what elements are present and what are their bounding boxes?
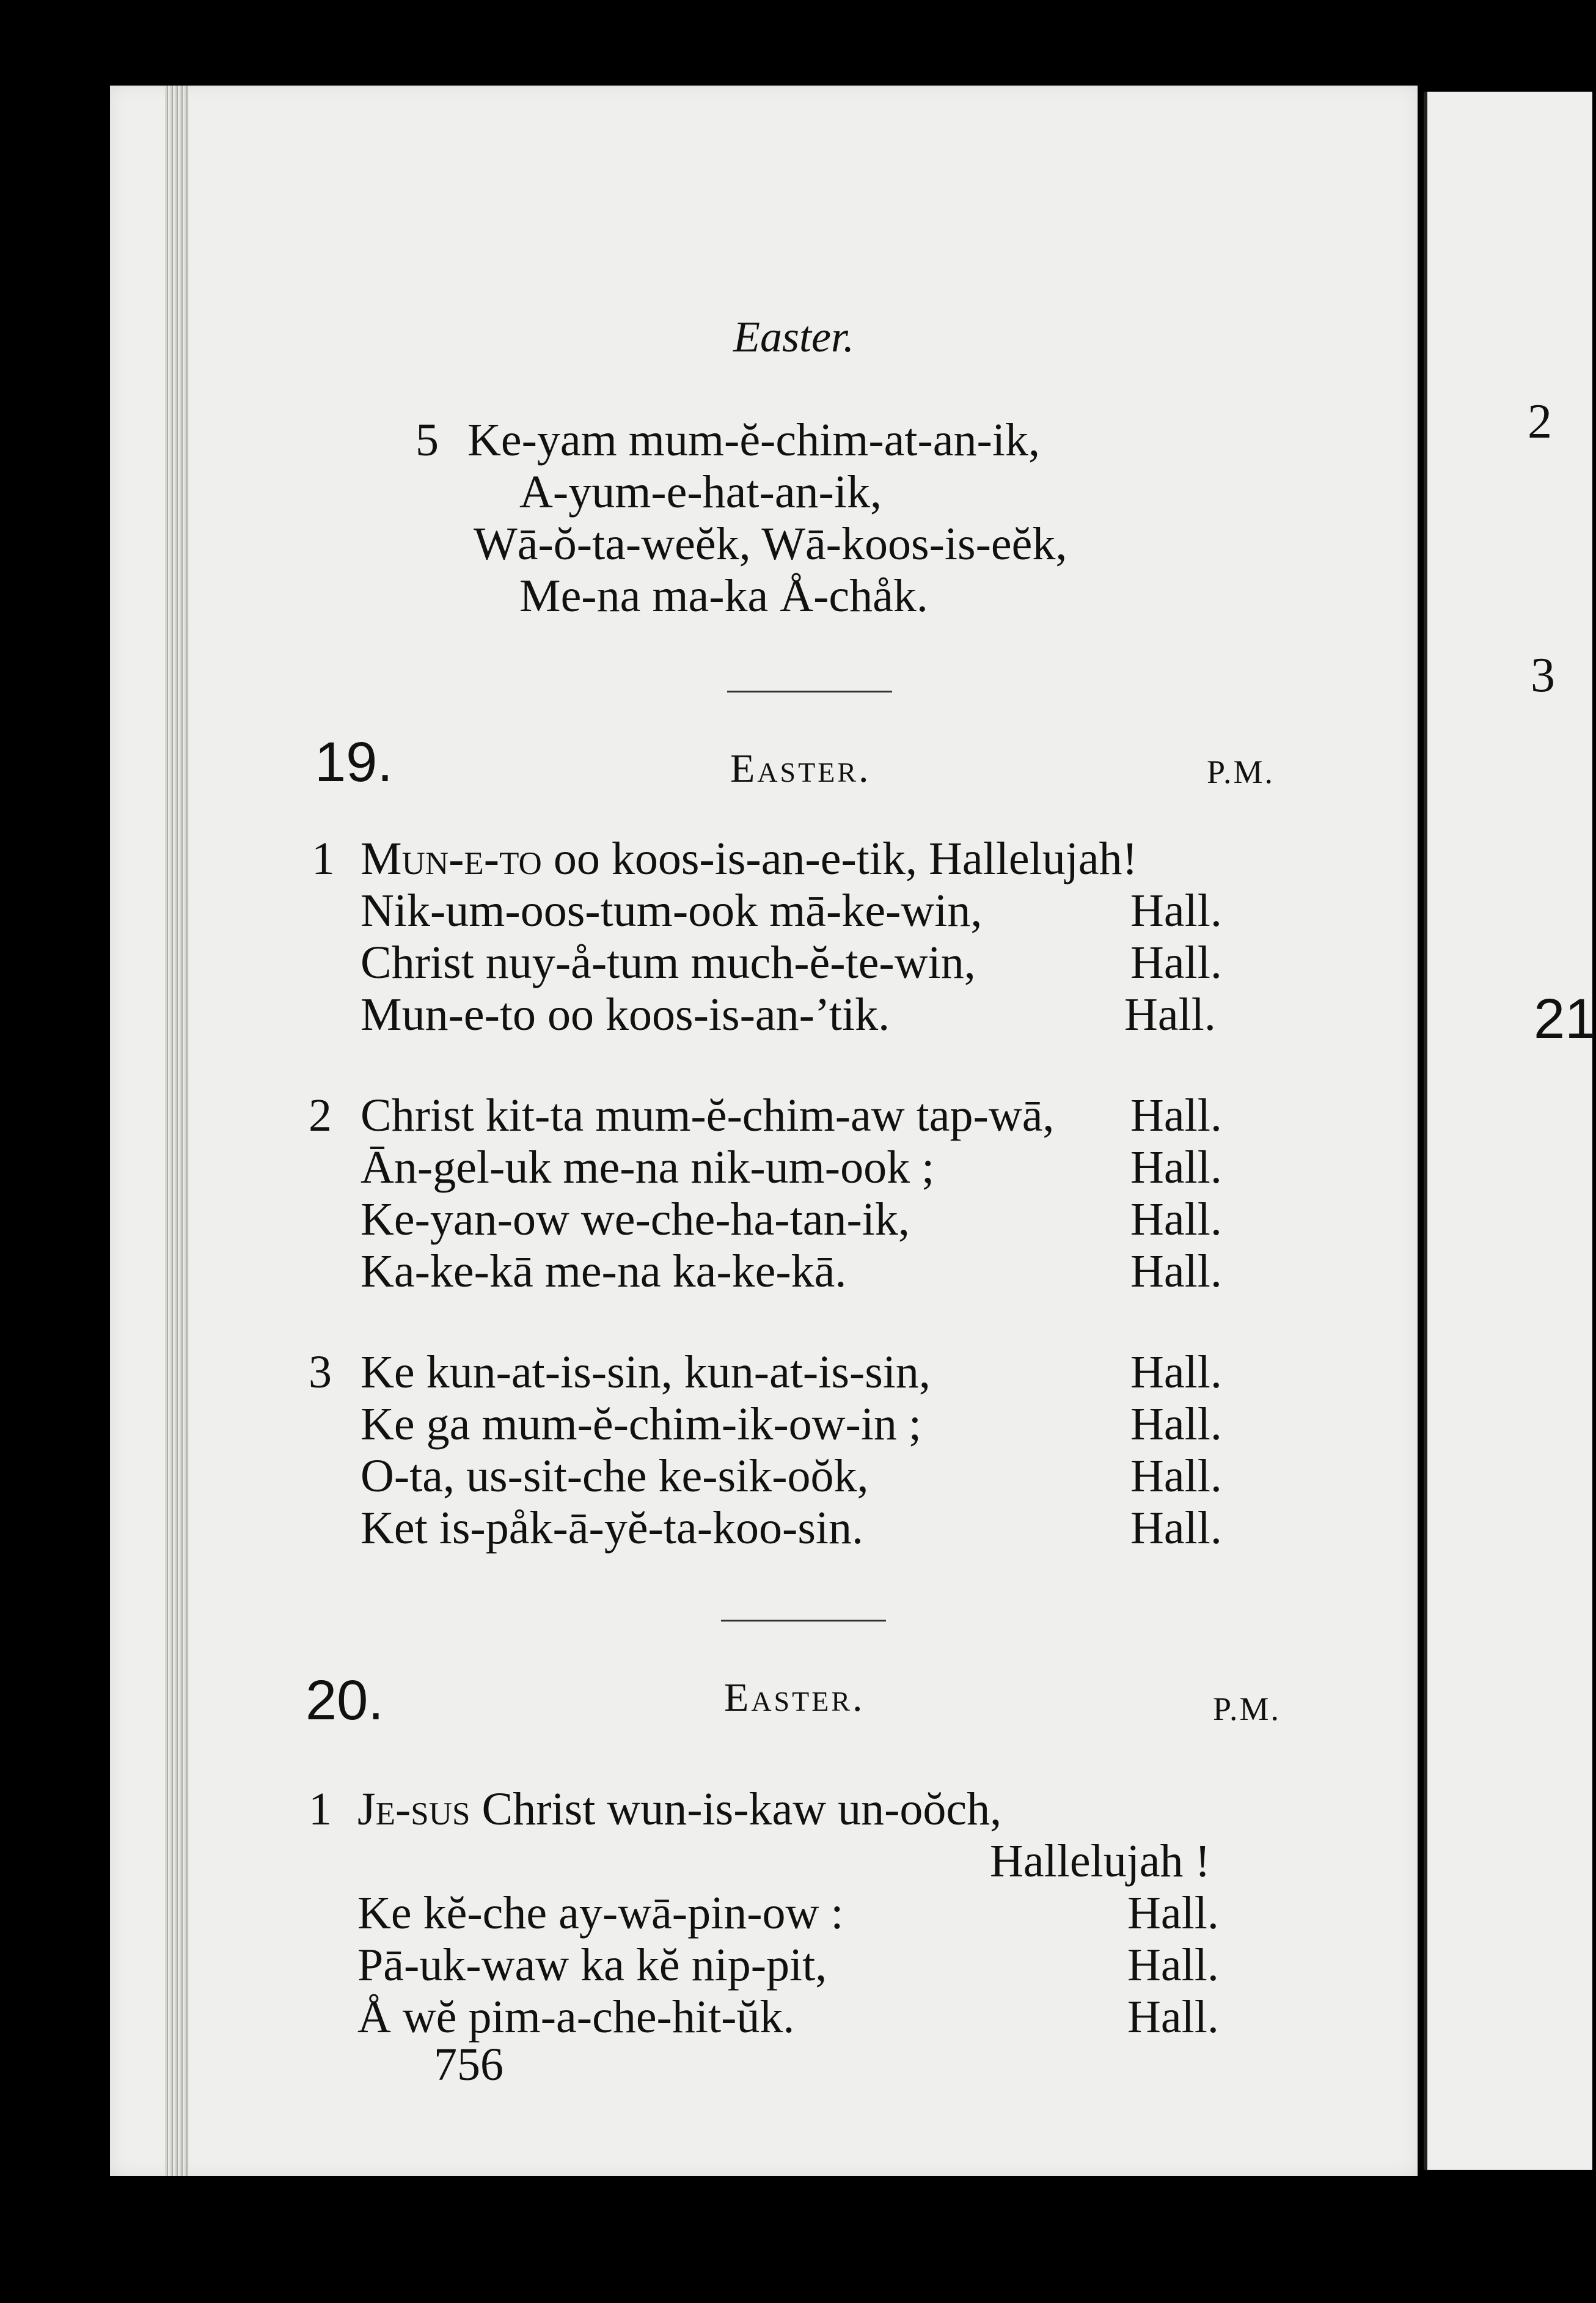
refrain: Hall. [1127,1991,1219,2043]
refrain: Hall. [1124,989,1216,1040]
verse-line [361,831,1138,886]
verse-first-word: Mun-e-to [361,833,542,884]
page-number: 756 [434,2039,503,2090]
facing-page-number: 3 [1531,648,1555,702]
facing-page-number: 21 [1534,988,1596,1050]
verse-line: Ke kĕ-che ay-wā-pin-ow : [357,1887,844,1939]
stanza-line: Wā-ŏ-ta-weĕk, Wā-koos-is-eĕk, [474,518,1067,570]
refrain: Hall. [1130,937,1222,988]
stanza-line: Me-na ma-ka Å-chåk. [519,570,928,622]
verse-line: Pā-uk-waw ka kĕ nip-pit, [357,1939,827,1991]
verse-line: Christ nuy-å-tum much-ĕ-te-win, [361,937,976,988]
verse-line [357,1782,1001,1837]
hymn-title: Easter. [730,746,871,791]
verse-line-text: Christ wun-is-kaw un-oŏch, [470,1783,1002,1835]
page-edge [165,86,189,2176]
refrain: Hall. [1130,1090,1222,1141]
hymn-title: Easter. [724,1675,865,1720]
verse-line: Ka-ke-kā me-na ka-ke-kā. [361,1246,847,1297]
refrain: Hall. [1130,1346,1222,1398]
facing-page-number: 2 [1528,395,1552,449]
refrain: Hall. [1130,1246,1222,1297]
stanza-line: A-yum-e-hat-an-ik, [519,466,882,518]
verse-line: Nik-um-oos-tum-ook mā-ke-win, [361,885,983,936]
facing-page [1424,92,1592,2170]
refrain: Hall. [1130,1142,1222,1193]
verse-line: Ke kun-at-is-sin, kun-at-is-sin, [361,1346,931,1398]
verse-line: Christ kit-ta mum-ĕ-chim-aw tap-wā, [361,1090,1055,1141]
verse-line: Ke-yan-ow we-che-ha-tan-ik, [361,1194,910,1245]
divider-rule [721,1620,886,1622]
refrain: Hall. [1130,1450,1222,1502]
verse-line-text: oo koos-is-an-e-tik, Hallelujah! [541,833,1138,884]
stanza-number: 5 [415,414,439,466]
verse-line: Mun-e-to oo koos-is-an-’tik. [361,989,890,1040]
verse-first-word: Je-sus [357,1783,470,1835]
verse-number: 1 [309,1783,332,1835]
verse-number: 1 [312,833,335,884]
refrain: Hall. [1127,1939,1219,1991]
divider-rule [727,691,892,692]
hymn-meter: P.M. [1213,1691,1281,1727]
refrain: Hall. [1130,1398,1222,1450]
running-head: Easter. [733,312,854,361]
refrain: Hall. [1130,885,1222,936]
verse-line: Ke ga mum-ĕ-chim-ik-ow-in ; [361,1398,922,1450]
stanza-line: Ke-yam mum-ĕ-chim-at-an-ik, [467,414,1040,466]
refrain: Hallelujah ! [990,1835,1210,1887]
refrain: Hall. [1127,1887,1219,1939]
hymn-number: 19. [315,731,393,793]
verse-line: Ān-gel-uk me-na nik-um-ook ; [361,1142,935,1193]
verse-number: 2 [309,1090,332,1141]
verse-line: O-ta, us-sit-che ke-sik-oŏk, [361,1450,869,1502]
verse-line: Ket is-påk-ā-yĕ-ta-koo-sin. [361,1502,864,1554]
verse-line: Å wĕ pim-a-che-hit-ŭk. [357,1991,795,2043]
refrain: Hall. [1130,1194,1222,1245]
hymn-meter: P.M. [1207,754,1275,790]
refrain: Hall. [1130,1502,1222,1554]
verse-number: 3 [309,1346,332,1398]
hymn-number: 20. [306,1669,384,1732]
